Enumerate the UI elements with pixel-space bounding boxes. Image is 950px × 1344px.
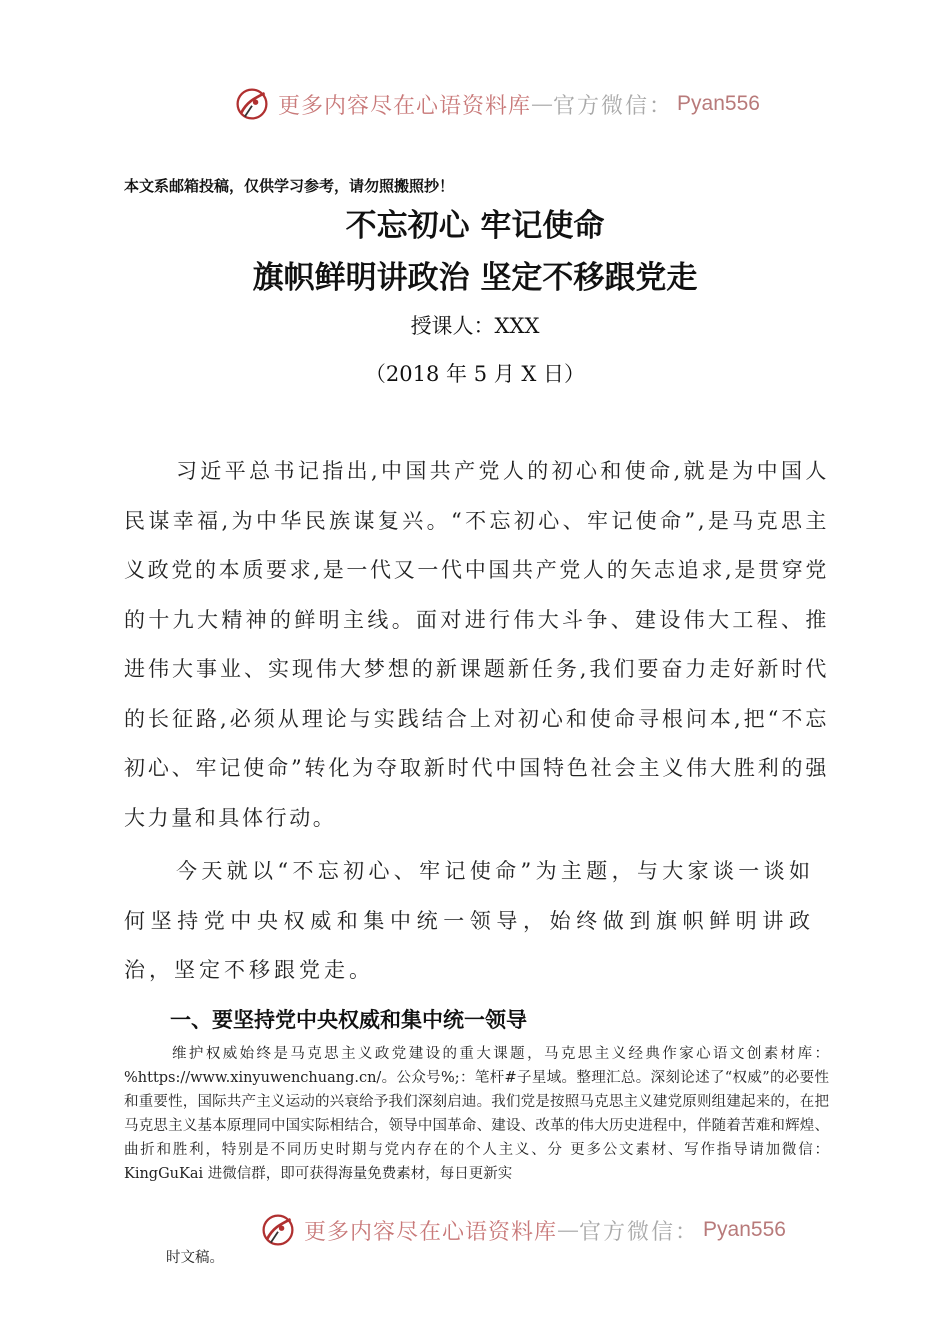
disclaimer-note: 本文系邮箱投稿，仅供学习参考，请勿照搬照抄！ xyxy=(124,177,455,195)
watermark-wechat-label: 官方微信： xyxy=(553,93,674,119)
watermark-wechat-id: Pyan556 xyxy=(677,92,760,115)
section-heading-1: 一、要坚持党中央权威和集中统一领导 xyxy=(170,1008,527,1032)
body-paragraph-1: 习近平总书记指出,中国共产党人的初心和使命,就是为中国人民谋幸福,为中华民族谋复兴。“不忘初心、牢记使命”,是马克思主义政党的本质要求,是一代又一代中国共产党人的矢志追求,是贯穿党的十九大精神的鲜明主线。面对进行伟大斗争、建设伟大工程、推进伟大事业、实现伟大梦想的新课题新任务,我们要奋力走好新时代的长征路,必须从理论与实践结合上对初心和使命寻根问本,把“不忘初心、牢记使命”转化为夺取新时代中国特色社会主义伟大胜利的强大力量和具体行动。 xyxy=(124,459,829,830)
section-body-paragraph: 维护权威始终是马克思主义政党建设的重大课题，马克思主义经典作家心语文创素材库：%https://www.xinyuwenchuang.cn/。公众号%;：笔杆#子星域。整理汇总。深刻论述了“权威”的必要性和重要性，国际共产主义运动的兴衰给予我们深刻启迪。我们党是按照马克思主义建党原则组建起来的，在把马克思主义基本原理同中国实际相结合，领导中国革命、建设、改革的伟大历史进程中，伴随着苦难和辉煌、曲折和胜利，特别是不同历史时期与党内存在的个人主义、分 更多公文素材、写作指导请加微信：KingGuKai 进微信群，即可获得海量免费素材，每日更新实 xyxy=(124,1046,829,1182)
watermark-brand-text: 更多内容尽在心语资料库 xyxy=(304,1219,558,1245)
lecturer-line: 授课人：XXX xyxy=(410,314,540,338)
document-title-line1: 不忘初心 牢记使命 xyxy=(345,208,605,244)
watermark-brand-text: 更多内容尽在心语资料库 xyxy=(278,93,532,119)
date-line: （2018 年 5 月 X 日） xyxy=(364,362,586,386)
watermark-dash: — xyxy=(531,91,554,117)
watermark-wechat-label: 官方微信： xyxy=(579,1219,700,1245)
section-body-tail: 时文稿。 xyxy=(166,1250,224,1266)
brand-logo-icon xyxy=(234,86,270,122)
document-title-line2: 旗帜鲜明讲政治 坚定不移跟党走 xyxy=(252,260,698,296)
watermark-dash: — xyxy=(557,1217,580,1243)
footer-watermark xyxy=(0,1208,950,1252)
brand-logo-icon xyxy=(260,1212,296,1248)
header-watermark xyxy=(0,82,950,126)
body-paragraph-2: 今天就以“不忘初心、牢记使命”为主题，与大家谈一谈如何坚持党中央权威和集中统一领导，始终做到旗帜鲜明讲政治，坚定不移跟党走。 xyxy=(124,859,814,982)
watermark-wechat-id: Pyan556 xyxy=(703,1218,786,1241)
